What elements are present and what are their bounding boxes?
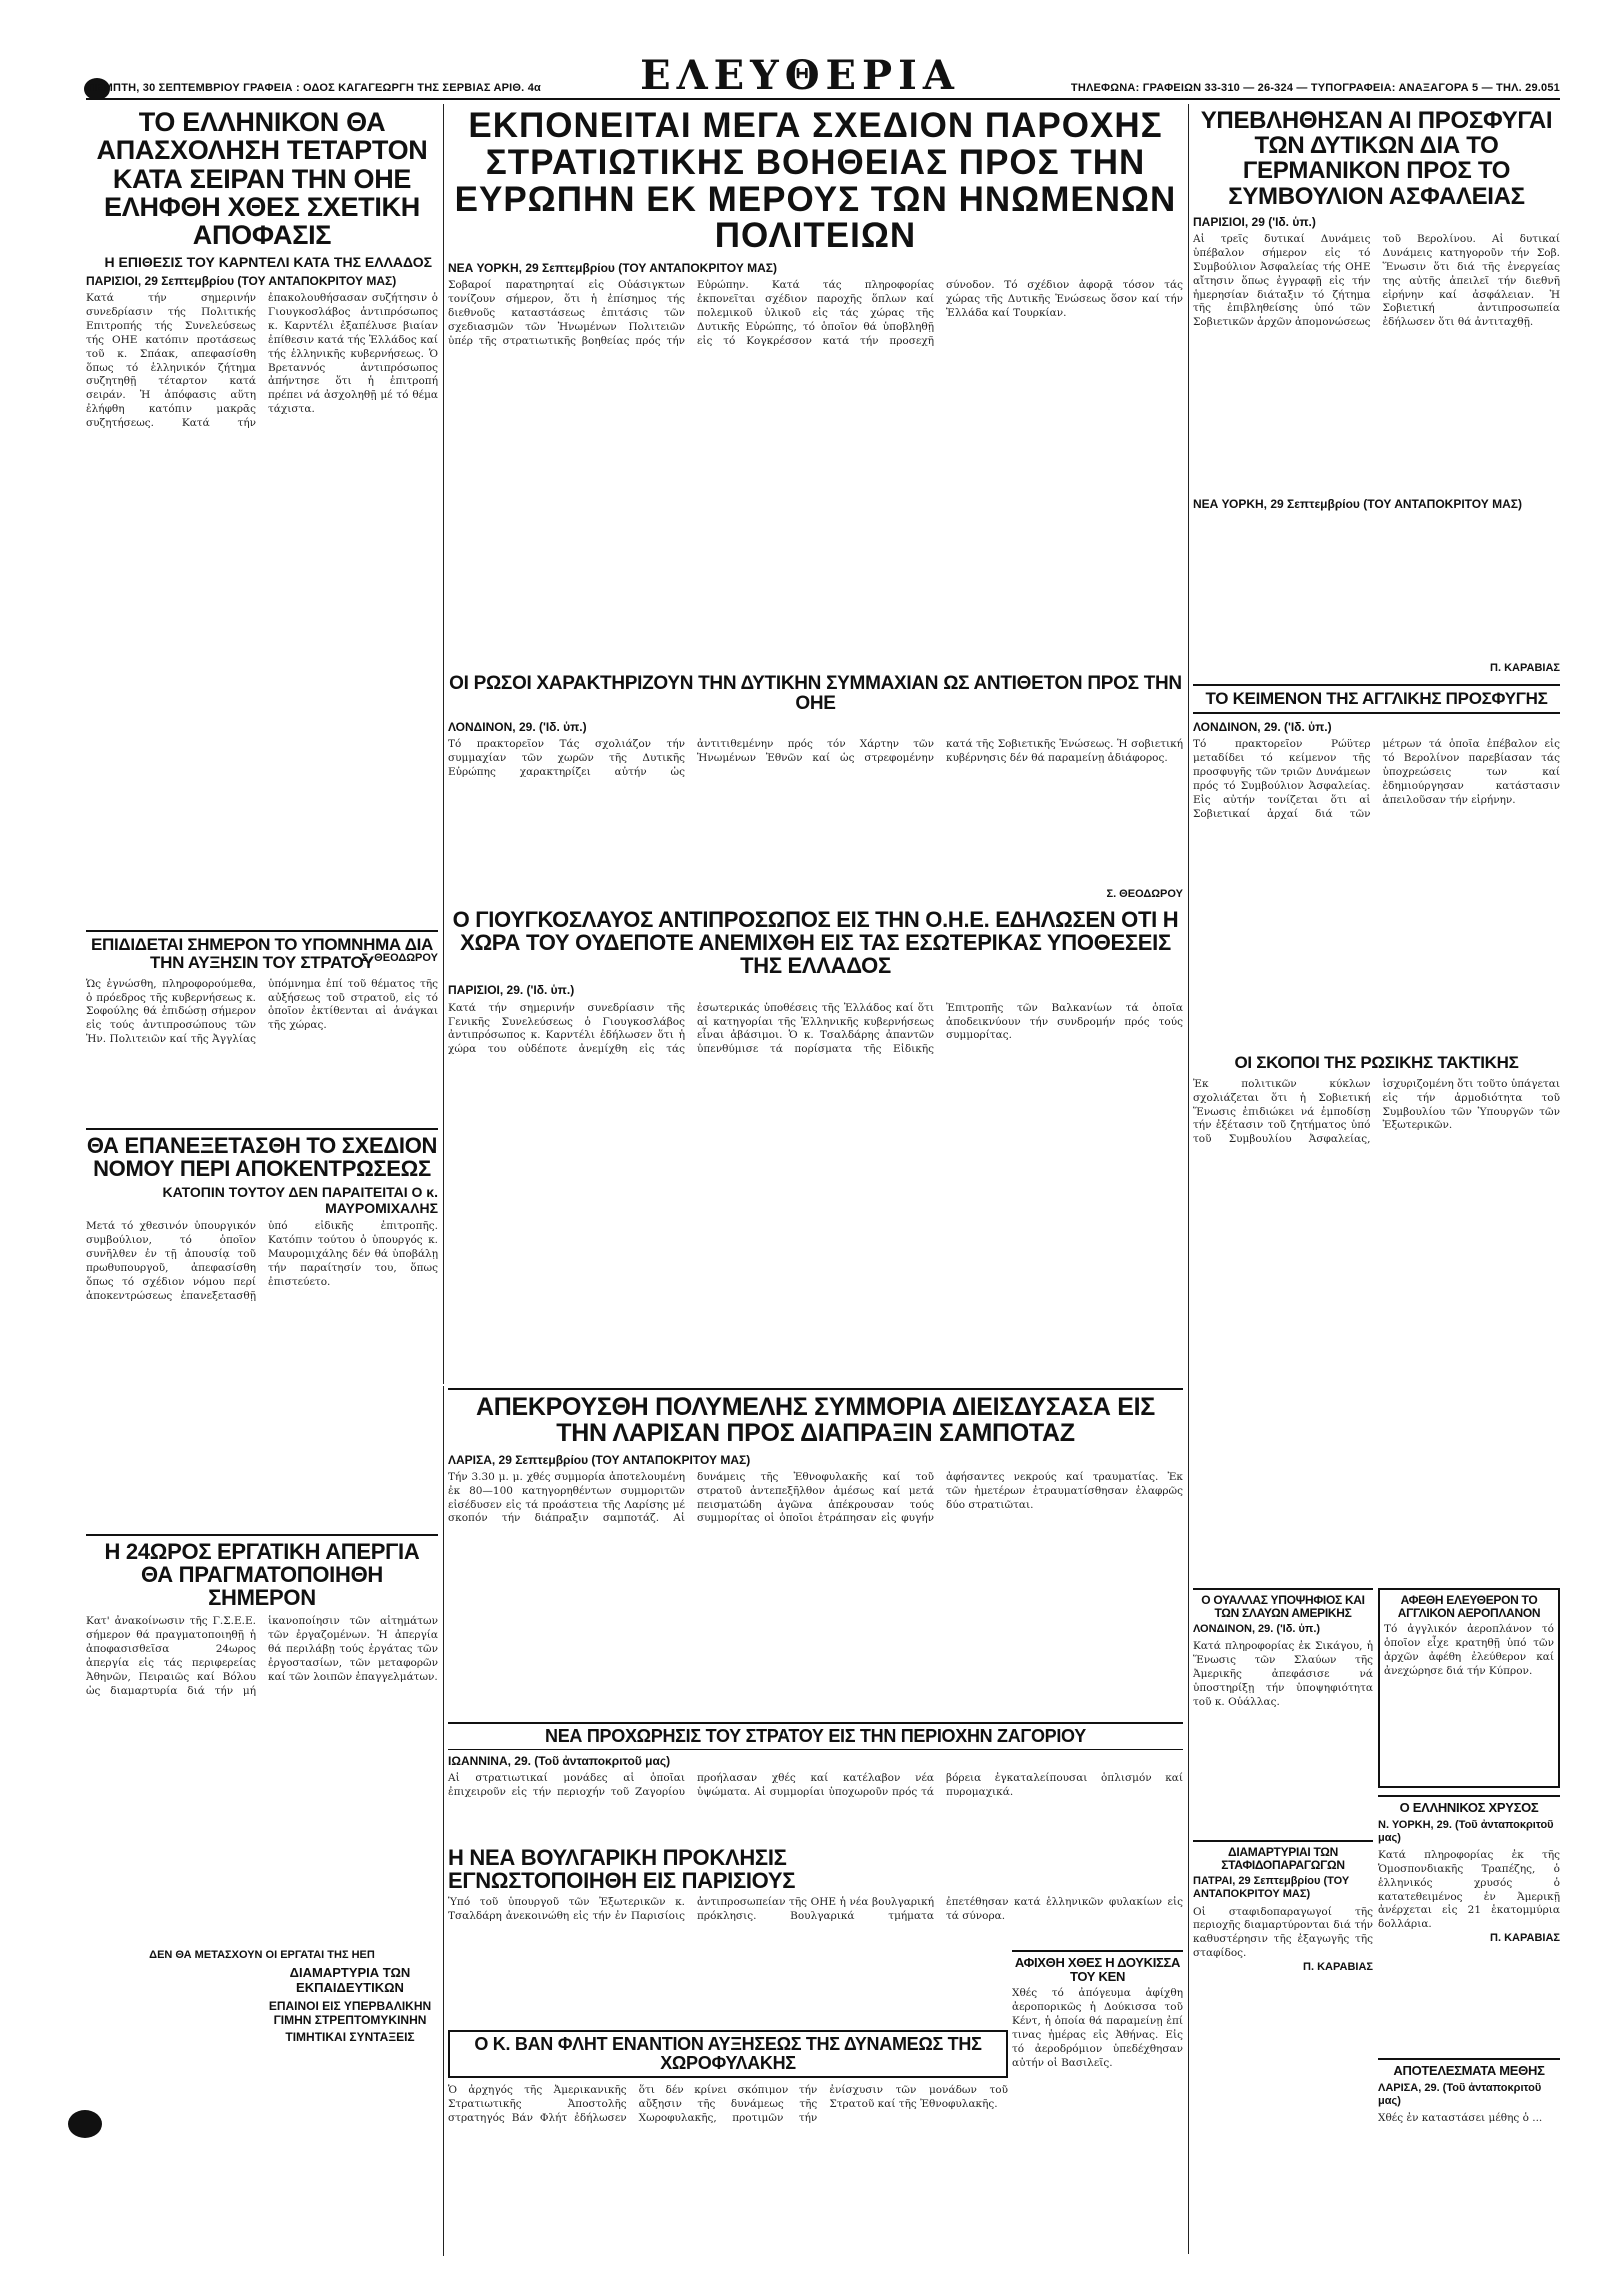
dateline: ΛΟΝΔΙΝΟΝ, 29. ('Ιδ. ὑπ.) bbox=[1193, 1623, 1321, 1636]
subheadline: ΚΑΤΟΠΙΝ ΤΟΥΤΟΥ ΔΕΝ ΠΑΡΑΙΤΕΙΤΑΙ Ο κ. ΜΑΥΡΟΜΙΧΑΛΗΣ bbox=[162, 1184, 438, 1217]
article-body: Κατά πληροφορίας ἐκ Σικάγου, ἡ Ἕνωσις τῶν Σλαύων τῆς Ἀμερικῆς ἀπεφάσισε νά ὑποστηρίξῃ τήν ὑποψηφιότητα τοῦ κ. Οὐάλλας. bbox=[1193, 1640, 1373, 1708]
dateline: ΛΑΡΙΣΑ, 29. (Τοῦ ἀνταποκριτοῦ μας) bbox=[1378, 2081, 1542, 2107]
dateline: Ν. ΥΟΡΚΗ, 29. (Τοῦ ἀνταποκριτοῦ μας) bbox=[1378, 1818, 1554, 1844]
headline: ΔΙΑΜΑΡΤΥΡΙΑΙ ΤΩΝ ΣΤΑΦΙΔΟΠΑΡΑΓΩΓΩΝ bbox=[1193, 1840, 1373, 1871]
headline: Η ΝΕΑ ΒΟΥΛΓΑΡΙΚΗ ΠΡΟΚΛΗΣΙΣ ΕΓΝΩΣΤΟΠΟΙΗΘΗ ΕΙΣ ΠΑΡΙΣΙΟΥΣ bbox=[448, 1845, 796, 1894]
headline: ΑΠΟΤΕΛΕΣΜΑΤΑ ΜΕΘΗΣ bbox=[1378, 2058, 1560, 2078]
article-english-airplane bbox=[1378, 1588, 1560, 1788]
article-body: Οἱ σταφιδοπαραγωγοί τῆς περιοχῆς διαμαρτύρονται διά τήν καθυστέρησιν τῆς ἐξαγωγῆς τῆς σταφίδος. bbox=[1193, 1905, 1373, 1960]
headline: Ο ΕΛΛΗΝΙΚΟΣ ΧΡΥΣΟΣ bbox=[1378, 1795, 1560, 1815]
headline: Ο ΓΙΟΥΓΚΟΣΛΑΥΟΣ ΑΝΤΙΠΡΟΣΩΠΟΣ ΕΙΣ ΤΗΝ Ο.Η.Ε. ΕΔΗΛΩΣΕΝ ΟΤΙ Η ΧΩΡΑ ΤΟΥ ΟΥΔΕΠΟΤΕ ΑΝΕΜΙΧΘΗ ΕΙΣ ΤΑΣ ΕΣΩΤΕΡΙΚΑΣ ΥΠΟΘΕΣΕΙΣ ΤΗΣ ΕΛΛΑΔΟΣ bbox=[452, 907, 1179, 979]
article-body: Χθές ἐν καταστάσει μέθης ὁ ... bbox=[1378, 2112, 1543, 2125]
article-greek-gold bbox=[1378, 1795, 1560, 2055]
ink-blot bbox=[68, 2110, 102, 2138]
article-english-appeal-text bbox=[1193, 684, 1560, 1049]
headline: ΑΠΕΚΡΟΥΣΘΗ ΠΟΛΥΜΕΛΗΣ ΣΥΜΜΟΡΙΑ ΔΙΕΙΣΔΥΣΑΣΑ ΕΙΣ ΤΗΝ ΛΑΡΙΣΑΝ ΠΡΟΣ ΔΙΑΠΡΑΞΙΝ ΣΑΜΠΟΤΑΖ bbox=[448, 1388, 1183, 1447]
headline: ΑΦΙΧΘΗ ΧΘΕΣ Η ΔΟΥΚΙΣΣΑ ΤΟΥ ΚΕΝ bbox=[1012, 1950, 1183, 1983]
note-heading: ΔΕΝ ΘΑ ΜΕΤΑΣΧΟΥΝ ΟΙ ΕΡΓΑΤΑΙ ΤΗΣ ΗΕΠ bbox=[149, 1949, 375, 1962]
article-us-military-aid bbox=[448, 108, 1183, 668]
dateline: ΛΟΝΔΙΝΟΝ, 29. ('Ιδ. ὑπ.) bbox=[1193, 719, 1332, 734]
article-body: Χθές τό ἀπόγευμα ἀφίχθη ἀεροπορικῶς ἡ Δούκισσα τοῦ Κέντ, ἡ ὁποία θά παραμείνῃ ἐπί τινας ἡμέρας εἰς Ἀθήνας. Εἰς τό ἀεροδρόμιον ὑπεδέχθησαν αὐτήν οἱ Βασιλεῖς. bbox=[1012, 1987, 1183, 2069]
article-body: Κατ' ἀνακοίνωσιν τῆς Γ.Σ.Ε.Ε. σήμερον θά πραγματοποιηθῇ ἡ ἀποφασισθεῖσα 24ωρος ἀπεργία εἰς τάς περιφερείας Ἀθηνῶν, Πειραιῶς καί Βόλου ὡς διαμαρτυρία διά τήν μή ἱκανοποίησιν τῶν αἰτημάτων τῶν ἐργαζομένων. Ἡ ἀπεργία θά περιλάβῃ τούς ἐργάτας τῶν ἐργοστασίων, τῶν μεταφορῶν καί τῶν λοιπῶν ἐπαγγελμάτων. bbox=[86, 1615, 438, 1697]
subheadline: Η ΕΠΙΘΕΣΙΣ ΤΟΥ ΚΑΡΝΤΕΛΙ ΚΑΤΑ ΤΗΣ ΕΛΛΑΔΟΣ bbox=[104, 253, 432, 270]
headline: ΝΕΑ ΠΡΟΧΩΡΗΣΙΣ ΤΟΥ ΣΤΡΑΤΟΥ ΕΙΣ ΤΗΝ ΠΕΡΙΟΧΗΝ ΖΑΓΟΡΙΟΥ bbox=[448, 1722, 1183, 1750]
article-body: Μετά τό χθεσινόν ὑπουργικόν συμβούλιον, τό ὁποῖον συνῆλθεν ἐν τῇ ἀπουσίᾳ τοῦ πρωθυπουργοῦ, ἀπεφασίσθη ὅπως τό σχέδιον νόμου περί ἀποκεντρώσεως ἐπανεξετασθῇ ὑπό εἰδικῆς ἐπιτροπῆς. Κατόπιν τούτου ὁ ὑπουργός κ. Μαυρομιχάλης δέν θά ὑποβάλῃ τήν παραίτησίν του, ὅπως ἐπιστεύετο. bbox=[86, 1220, 438, 1302]
article-body: Ἐκ πολιτικῶν κύκλων σχολιάζεται ὅτι ἡ Σοβιετική Ἕνωσις ἐπιδιώκει νά ἐμποδίσῃ τήν ἐξέτασιν τοῦ ζητήματος ὑπό τοῦ Συμβουλίου Ἀσφαλείας, ἰσχυριζομένη ὅτι τοῦτο ὑπάγεται εἰς τήν ἁρμοδιότητα τοῦ Συμβουλίου τῶν Ὑπουργῶν τῶν Ἐξωτερικῶν. bbox=[1193, 1077, 1560, 1146]
article-wallace-candidate bbox=[1193, 1588, 1373, 1838]
headline: ΑΦΕΘΗ ΕΛΕΥΘΕΡΟΝ ΤΟ ΑΓΓΛΙΚΟΝ ΑΕΡΟΠΛΑΝΟΝ bbox=[1397, 1593, 1541, 1620]
article-drunkenness bbox=[1378, 2058, 1560, 2258]
headline: ΥΠΕΒΛΗΘΗΣΑΝ ΑΙ ΠΡΟΣΦΥΓΑΙ ΤΩΝ ΔΥΤΙΚΩΝ ΔΙΑ ΤΟ ΓΕΡΜΑΝΙΚΟΝ ΠΡΟΣ ΤΟ ΣΥΜΒΟΥΛΙΟΝ ΑΣΦΑΛΕΙΑΣ bbox=[1200, 107, 1553, 210]
headline: Ο Κ. ΒΑΝ ΦΛΗΤ ΕΝΑΝΤΙΟΝ ΑΥΞΗΣΕΩΣ ΤΗΣ ΔΥΝΑΜΕΩΣ ΤΗΣ ΧΩΡΟΦΥΛΑΚΗΣ bbox=[448, 2030, 1008, 2078]
article-body: Ὑπό τοῦ ὑπουργοῦ τῶν Ἐξωτερικῶν κ. Τσαλδάρη ἀνεκοινώθη εἰς τήν ἐν Παρισίοις ἀντιπροσωπείαν τῆς ΟΗΕ ἡ νέα βουλγαρική πρόκλησις. Βουλγαρικά τμήματα ἐπετέθησαν κατά ἑλληνικῶν φυλακίων εἰς τά σύνορα. bbox=[448, 1896, 1183, 1923]
date-line: ΠΕΜΠΤΗ, 30 ΣΕΠΤΕΜΒΡΙΟΥ ΓΡΑΦΕΙΑ : ΟΔΟΣ ΚΑΓΑΓΕΩΡΓΗ ΤΗΣ ΣΕΡΒΙΑΣ ΑΡΙΘ. 4α bbox=[88, 82, 541, 94]
article-van-fleet-gendarmerie bbox=[448, 2030, 1008, 2256]
article-labor-strike bbox=[86, 1534, 438, 2254]
article-decentralization-bill bbox=[86, 1128, 438, 1528]
column-divider bbox=[1188, 104, 1189, 2254]
article-duchess-of-kent bbox=[1012, 1950, 1183, 2256]
byline: Π. ΚΑΡΑΒΙΑΣ bbox=[1303, 1961, 1373, 1973]
article-body: Ὡς ἐγνώσθη, πληροφορούμεθα, ὁ πρόεδρος τῆς κυβερνήσεως κ. Σοφούλης θά ἐπιδώσῃ σήμερον εἰς τούς ἀντιπροσώπους τῶν Ἡν. Πολιτειῶν καί τῆς Ἀγγλίας ὑπόμνημα ἐπί τοῦ θέματος τῆς αὐξήσεως τοῦ στρατοῦ, εἰς τό ὁποῖον ἐκτίθενται αἱ ἀνάγκαι τῆς χώρας. bbox=[86, 977, 438, 1046]
top-rule bbox=[86, 98, 1560, 100]
byline: Π. ΚΑΡΑΒΙΑΣ bbox=[1490, 661, 1560, 674]
headline: ΤΟ ΕΛΛΗΝΙΚΟΝ ΘΑ ΑΠΑΣΧΟΛΗΣΗ ΤΕΤΑΡΤΟΝ ΚΑΤΑ ΣΕΙΡΑΝ ΤΗΝ ΟΗΕ ΕΛΗΦΘΗ ΧΘΕΣ ΣΧΕΤΙΚΗ ΑΠΟΦΑΣΙΣ bbox=[96, 107, 428, 251]
article-body: Αἱ στρατιωτικαί μονάδες αἱ ὁποῖαι ἐπιχειροῦν εἰς τήν περιοχήν τοῦ Ζαγορίου προήλασαν χθές καί κατέλαβον νέα ὑψώματα. Αἱ συμμορίαι ὑποχωροῦν πρός τά βόρεια ἐγκαταλείπουσαι ὁπλισμόν καί πυρομαχικά. bbox=[448, 1772, 1183, 1799]
headline: ΕΠΙΔΙΔΕΤΑΙ ΣΗΜΕΡΟΝ ΤΟ ΥΠΟΜΝΗΜΑ ΔΙΑ ΤΗΝ ΑΥΞΗΣΙΝ ΤΟΥ ΣΤΡΑΤΟΥ bbox=[86, 930, 438, 972]
dateline: ΠΑΤΡΑΙ, 29 Σεπτεμβρίου (ΤΟΥ ΑΝΤΑΠΟΚΡΙΤΟΥ ΜΑΣ) bbox=[1193, 1875, 1350, 1901]
masthead bbox=[0, 0, 1600, 100]
phone-line: ΤΗΛΕΦΩΝΑ: ΓΡΑΦΕΙΩΝ 33-310 — 26-324 — ΤΥΠΟΓΡΑΦΕΙΑ: ΑΝΑΞΑΓΟΡΑ 5 — ΤΗΛ. 29.051 bbox=[1070, 82, 1560, 94]
byline: Σ. ΘΕΟΔΩΡΟΥ bbox=[361, 952, 438, 965]
dateline: ΠΑΡΙΣΙΟΙ, 29. ('Ιδ. ὑπ.) bbox=[448, 983, 575, 998]
dateline: ΝΕΑ ΥΟΡΚΗ, 29 Σεπτεμβρίου (ΤΟΥ ΑΝΤΑΠΟΚΡΙΤΟΥ ΜΑΣ) bbox=[448, 261, 777, 275]
dateline: ΛΑΡΙΣΑ, 29 Σεπτεμβρίου (ΤΟΥ ΑΝΤΑΠΟΚΡΙΤΟΥ ΜΑΣ) bbox=[448, 1452, 751, 1467]
column-divider bbox=[443, 104, 444, 1384]
article-yugoslav-representative bbox=[448, 908, 1183, 1378]
article-body: Τήν 3.30 μ. μ. χθές συμμορία ἀποτελουμένη ἐκ 80—100 κατηγορηθέντων συμμοριτῶν εἰσέδυσεν εἰς τά προάστεια τῆς Λαρίσης μέ σκοπόν τήν διάπραξιν σαμποτάζ. Αἱ δυνάμεις τῆς Ἐθνοφυλακῆς καί τοῦ στρατοῦ ἀντεπεξῆλθον ἀμέσως καί μετά πεισματώδη ἀγῶνα ἀπέκρουσαν τούς συμμορίτας οἱ ὁποῖοι ἐτράπησαν εἰς φυγήν ἀφήσαντες νεκρούς καί τραυματίας. Ἐκ τῶν ἡμετέρων ἐτραυματίσθησαν ἐλαφρῶς δύο στρατιῶται. bbox=[448, 1470, 1183, 1525]
article-zagori-advance bbox=[448, 1722, 1183, 1842]
article-body: Ὁ ἀρχηγός τῆς Ἀμερικανικῆς Στρατιωτικῆς Ἀποστολῆς στρατηγός Βάν Φλήτ ἐδήλωσεν ὅτι δέν κρίνει σκόπιμον τήν αὔξησιν τῆς δυνάμεως τῆς Χωροφυλακῆς, προτιμῶν τήν ἐνίσχυσιν τῶν μονάδων τοῦ Στρατοῦ καί τῆς Ἐθνοφυλακῆς. bbox=[448, 2083, 1008, 2124]
subheading-pensions: ΤΙΜΗΤΙΚΑΙ ΣΥΝΤΑΞΕΙΣ bbox=[285, 2030, 415, 2045]
article-west-berlin-appeal bbox=[1193, 108, 1560, 673]
subheading-teachers: ΔΙΑΜΑΡΤΥΡΙΑ ΤΩΝ ΕΚΠΑΙΔΕΥΤΙΚΩΝ bbox=[289, 1964, 411, 1995]
headline: ΟΙ ΣΚΟΠΟΙ ΤΗΣ ΡΩΣΙΚΗΣ ΤΑΚΤΙΚΗΣ bbox=[1234, 1053, 1519, 1072]
headline: ΘΑ ΕΠΑΝΕΞΕΤΑΣΘΗ ΤΟ ΣΧΕΔΙΟΝ ΝΟΜΟΥ ΠΕΡΙ ΑΠΟΚΕΝΤΡΩΣΕΩΣ bbox=[86, 1128, 438, 1180]
newspaper-title: ΕΛΕΥΘΕΡΙΑ bbox=[640, 52, 960, 99]
headline: Ο ΟΥΑΛΛΑΣ ΥΠΟΨΗΦΙΟΣ ΚΑΙ ΤΩΝ ΣΛΑΥΩΝ ΑΜΕΡΙΚΗΣ bbox=[1193, 1588, 1373, 1619]
subheading-streptomycin: ΕΠΑΙΝΟΙ ΕΙΣ ΥΠΕΡΒΑΛΙΚΗΝ ΓΙΜΗΝ ΣΤΡΕΠΤΟΜΥΚΙΝΗΝ bbox=[268, 1998, 432, 2027]
dateline: ΙΩΑΝΝΙΝΑ, 29. (Τοῦ ἀνταποκριτοῦ μας) bbox=[448, 1753, 671, 1768]
article-larissa-gang bbox=[448, 1388, 1183, 1718]
headline: ΤΟ ΚΕΙΜΕΝΟΝ ΤΗΣ ΑΓΓΛΙΚΗΣ ΠΡΟΣΦΥΓΗΣ bbox=[1193, 684, 1560, 714]
article-body: Αἱ τρεῖς δυτικαί Δυνάμεις ὑπέβαλον σήμερον εἰς τό Συμβούλιον Ἀσφαλείας τής ΟΗΕ αἴτησιν ὅπως ἐγγραφῇ εἰς τήν ἡμερησίαν διάταξιν τό ζήτημα τῆς ἐπιβληθείσης ὑπό τῶν Σοβιετικῶν ἀρχῶν ἀπομονώσεως τοῦ Βερολίνου. Αἱ δυτικαί Δυνάμεις κατηγοροῦν τήν Σοβ. Ἕνωσιν ὅτι διά τῆς ἐνεργείας της αὐτῆς ἀπειλεῖ τήν διεθνῆ εἰρήνην καί ἀσφάλειαν. Ἡ Σοβιετική ἀντιπροσωπεία ἐδήλωσεν ὅτι θά ἀντιταχθῇ. bbox=[1193, 233, 1560, 329]
article-body: Σοβαροί παρατηρηταί εἰς Οὐάσιγκτων τονίζουν σήμερον, ὅτι ἡ ἐπίσημος τής διεθνοῦς καταστάσεως ἐπιτάσις τῶν σχεδιασμῶν τῶν Ἡνωμένων Πολιτειῶν ὑπέρ τῆς στρατιωτικῆς βοηθείας πρός τήν Εὐρώπην. Κατά τάς πληροφορίας ἐκπονεῖται σχέδιον παροχῆς ὅπλων καί πολεμικοῦ ὑλικοῦ εἰς τάς χώρας τῆς Δυτικῆς Εὐρώπης, τό ὁποῖον θά ὑποβληθῇ εἰς τό Κογκρέσσον κατά τήν προσεχῆ σύνοδον. Τό σχέδιον ἀφορᾷ τόσον τάς χώρας τῆς Δυτικῆς Ἑνώσεως ὅσον καί τήν Ἑλλάδα καί Τουρκίαν. bbox=[448, 279, 1183, 347]
headline: ΟΙ ΡΩΣΟΙ ΧΑΡΑΚΤΗΡΙΖΟΥΝ ΤΗΝ ΔΥΤΙΚΗΝ ΣΥΜΜΑΧΙΑΝ ΩΣ ΑΝΤΙΘΕΤΟΝ ΠΡΟΣ ΤΗΝ ΟΗΕ bbox=[449, 673, 1182, 714]
dateline-secondary: ΝΕΑ ΥΟΡΚΗ, 29 Σεπτεμβρίου (ΤΟΥ ΑΝΤΑΠΟΚΡΙΤΟΥ ΜΑΣ) bbox=[1193, 497, 1522, 512]
dateline: ΠΑΡΙΣΙΟΙ, 29 ('Ιδ. ὑπ.) bbox=[1193, 214, 1316, 229]
article-army-increase-memo bbox=[86, 930, 438, 1120]
headline: ΕΚΠΟΝΕΙΤΑΙ ΜΕΓΑ ΣΧΕΔΙΟΝ ΠΑΡΟΧΗΣ ΣΤΡΑΤΙΩΤΙΚΗΣ ΒΟΗΘΕΙΑΣ ΠΡΟΣ ΤΗΝ ΕΥΡΩΠΗΝ ΕΚ ΜΕΡΟΥΣ ΤΩΝ ΗΝΩΜΕΝΩΝ ΠΟΛΙΤΕΙΩΝ bbox=[454, 106, 1177, 256]
article-body: Τό πρακτορεῖον Ρώϋτερ μεταδίδει τό κείμενον τῆς προσφυγῆς τῶν τριῶν Δυνάμεων πρός τό Συμβούλιον Ἀσφαλείας. Εἰς αὐτήν τονίζεται ὅτι αἱ Σοβιετικαί ἀρχαί διά τῶν μέτρων τά ὁποῖα ἐπέβαλον εἰς τό Βερολίνον παρεβίασαν τάς ὑποχρεώσεις των καί ἐδημιούργησαν κατάστασιν ἀπειλοῦσαν τήν εἰρήνην. bbox=[1193, 738, 1560, 820]
article-raisin-producers bbox=[1193, 1840, 1373, 2040]
byline: Σ. ΘΕΟΔΩΡΟΥ bbox=[1106, 888, 1183, 901]
article-russians-western-alliance bbox=[448, 674, 1183, 904]
article-body: Κατά τήν σημερινήν συνεδρίασιν τής Πολιτικής Επιτροπής τής Συνελεύσεως τής ΟΗΕ κατόπιν προτάσεως τοῦ κ. Σπάακ, απεφασίσθη ὅπως τό ἑλληνικόν ζήτημα συζητηθῇ τέταρτον κατά σειράν. Ἡ ἀπόφασις αὕτη ἐλήφθη κατόπιν μακρᾶς συζητήσεως. Κατά τήν ἐπακολουθήσασαν συζήτησιν ὁ Γιουγκοσλάβος ἀντιπρόσωπος κ. Καρντέλι ἐξαπέλυσε βιαίαν ἐπίθεσιν κατά τής Ἑλλάδος καί τής ἑλληνικῆς κυβερνήσεως. Ὁ Βρεταννός ἀντιπρόσωπος ἀπήντησε ὅτι ἡ ἐπιτροπή πρέπει νά ἀσχοληθῇ μέ τό θέμα τάχιστα. bbox=[86, 292, 438, 429]
column-divider bbox=[443, 1386, 444, 2256]
byline: Π. ΚΑΡΑΒΙΑΣ bbox=[1490, 1932, 1560, 1945]
dateline: ΛΟΝΔΙΝΟΝ, 29. ('Ιδ. ὑπ.) bbox=[448, 719, 587, 734]
dateline: ΠΑΡΙΣΙΟΙ, 29 Σεπτεμβρίου (ΤΟΥ ΑΝΤΑΠΟΚΡΙΤΟΥ ΜΑΣ) bbox=[86, 273, 397, 288]
article-body: Κατά τήν σημερινήν συνεδρίασιν τῆς Γενικῆς Συνελεύσεως ὁ Γιουγκοσλάβος ἀντιπρόσωπος κ. Καρντέλι ἐδήλωσεν ὅτι ἡ χώρα του οὐδέποτε ἀνεμίχθη εἰς τάς ἐσωτερικάς ὑποθέσεις τῆς Ἑλλάδος καί ὅτι αἱ κατηγορίαι τῆς Ἑλληνικῆς κυβερνήσεως εἶναι ἀβάσιμοι. Ὁ κ. Τσαλδάρης ἀπαντῶν ὑπενθύμισε τά πορίσματα τῆς Εἰδικῆς Ἐπιτροπῆς τῶν Βαλκανίων τά ὁποῖα ἀποδεικνύουν τήν συνδρομήν πρός τούς συμμορίτας. bbox=[448, 1001, 1183, 1056]
article-body: Κατά πληροφορίας ἐκ τῆς Ὁμοσπονδιακῆς Τραπέζης, ὁ ἑλληνικός χρυσός ὁ κατατεθειμένος ἐν Ἀμερικῇ ἀνέρχεται εἰς 21 ἑκατομμύρια δολλάρια. bbox=[1378, 1849, 1560, 1931]
article-body: Τό πρακτορεῖον Τάς σχολιάζον τήν συμμαχίαν τῶν χωρῶν τῆς Δυτικῆς Εὐρώπης χαρακτηρίζει αὐτήν ὡς ἀντιτιθεμένην πρός τόν Χάρτην τῶν Ἡνωμένων Ἐθνῶν καί ὡς στρεφομένην κατά τῆς Σοβιετικῆς Ἑνώσεως. Ἡ σοβιετική κυβέρνησις δέν θά παραμείνῃ ἀδιάφορος. bbox=[448, 738, 1183, 778]
article-body: Τό ἀγγλικόν ἀεροπλάνον τό ὁποῖον εἶχε κρατηθῇ ὑπό τῶν ἀρχῶν ἀφέθη ἐλεύθερον καί ἀνεχώρησε διά τήν Κύπρον. bbox=[1384, 1623, 1554, 1677]
headline: Η 24ΩΡΟΣ ΕΡΓΑΤΙΚΗ ΑΠΕΡΓΙΑ ΘΑ ΠΡΑΓΜΑΤΟΠΟΙΗΘΗ ΣΗΜΕΡΟΝ bbox=[86, 1534, 438, 1609]
article-russian-tactics bbox=[1193, 1054, 1560, 1584]
